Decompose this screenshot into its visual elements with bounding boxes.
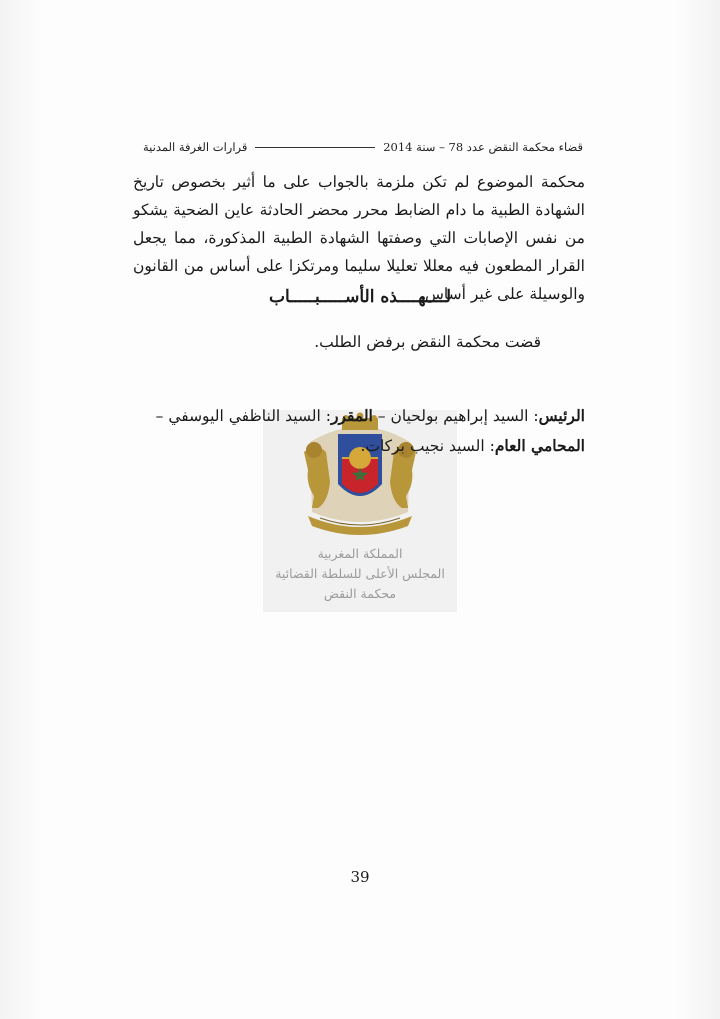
header-chamber-title: قرارات الغرفة المدنية bbox=[143, 140, 248, 154]
running-header bbox=[143, 137, 583, 157]
section-heading: لــــهــــذه الأســـــبـــــاب bbox=[268, 287, 452, 307]
separator-1: – bbox=[377, 407, 386, 425]
stamp-caption bbox=[263, 544, 457, 604]
president-name: السيد إبراهيم بولحيان bbox=[390, 407, 529, 425]
stamp-line-kingdom: المملكة المغربية bbox=[317, 546, 403, 561]
separator-2: – bbox=[155, 407, 164, 425]
rapporteur-name: السيد الناظفي اليوسفي bbox=[168, 407, 321, 425]
body-paragraph: محكمة الموضوع لم تكن ملزمة بالجواب على ما أثير بخصوص تاريخ الشهادة الطبية ما دام الضابط محرر محضر الحادثة عاين الضحية يشكو من نفس الإصابات التي وصفتها الشهادة الطبية المذكورة، مما يجعل القرار المطعون فيه معللا تعليلا سليما ومرتكزا على أساس من القانون والوسيلة على غير أساس. bbox=[133, 173, 585, 303]
page-number: 39 bbox=[350, 868, 370, 886]
decision-text: قضت محكمة النقض برفض الطلب. bbox=[314, 333, 541, 351]
panel-line-1: الرئيس: السيد إبراهيم بولحيان – المقرر: السيد الناظفي اليوسفي – bbox=[155, 406, 585, 425]
stamp-line-council: المجلس الأعلى للسلطة القضائية bbox=[275, 566, 445, 581]
president-label: الرئيس bbox=[538, 406, 585, 425]
header-journal-title: قضاء محكمة النقض عدد 78 – سنة 2014 bbox=[383, 140, 583, 154]
stamp-line-court: محكمة النقض bbox=[323, 586, 397, 601]
rapporteur-label: المقرر bbox=[330, 406, 373, 425]
panel-line-2: المحامي العام: السيد نجيب بركات. bbox=[360, 436, 585, 455]
advocate-general-label: المحامي العام bbox=[494, 436, 585, 455]
header-rule bbox=[255, 147, 375, 148]
court-panel bbox=[133, 401, 585, 461]
advocate-general-name: السيد نجيب بركات. bbox=[360, 437, 485, 455]
